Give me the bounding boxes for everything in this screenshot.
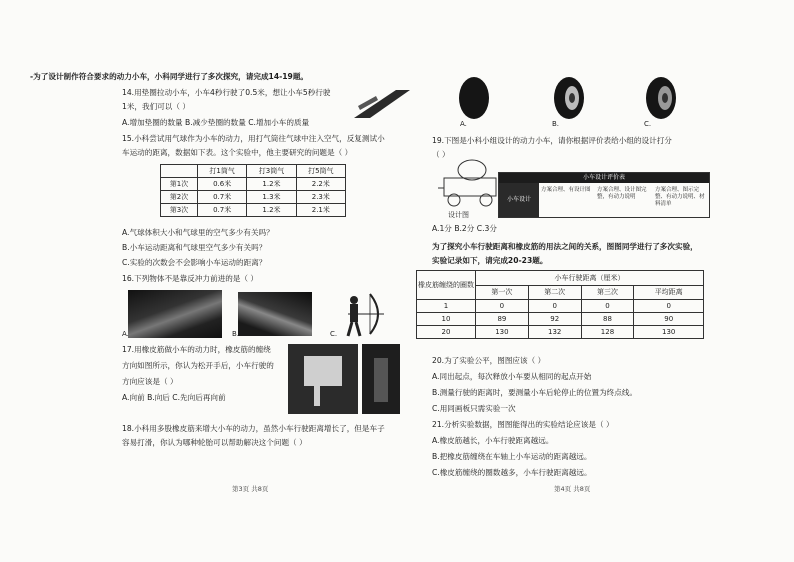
balloon-data-table: [160, 164, 346, 217]
tire-a-icon: [458, 76, 490, 120]
table-cell: 88: [581, 313, 634, 326]
q16-label-c: C.: [330, 330, 338, 338]
table-cell: 1: [417, 300, 476, 313]
table-cell: 2.2米: [296, 178, 345, 191]
page-footer-left: 第3页 共8页: [232, 485, 269, 493]
table-cell: 20: [417, 326, 476, 339]
right-page: [414, 0, 794, 562]
table-row: [417, 313, 704, 326]
q14-line1: 14.用垫圈拉动小车，小车4秒行驶了0.5米，想让小车5秒行驶: [122, 88, 331, 97]
table-row: [417, 326, 704, 339]
table-cell: 128: [581, 326, 634, 339]
table-cell: 0: [476, 300, 529, 313]
table-cell: 0.7米: [198, 191, 247, 204]
table-header-cell: 第三次: [581, 285, 634, 300]
q20-line1: 20.为了实验公平，图图应该（ ）: [432, 356, 546, 365]
table-cell: 1.2米: [247, 204, 296, 217]
tire-b-icon: [552, 76, 586, 120]
table-header-cell: 打5筒气: [296, 165, 345, 178]
q20-option-b: B.测量行驶的距离时，要测量小车后轮停止的位置为终点线。: [432, 388, 638, 397]
section-intro: -为了设计制作符合要求的动力小车，小科同学进行了多次探究，请完成14-19题。: [30, 72, 309, 81]
table-cell: 0.7米: [198, 204, 247, 217]
q19-line2: （ ）: [432, 150, 450, 159]
q14-line2: 1米，我们可以（ ）: [122, 102, 190, 111]
rocket-launch-photo: [128, 290, 222, 338]
section-line2: 实验记录如下，请完成20-23题。: [432, 256, 548, 265]
page-footer-right: 第4页 共8页: [554, 485, 591, 493]
q17-line2: 方向如图所示，你认为松开手后，小车行驶的: [122, 361, 274, 370]
tire-label-b: B.: [552, 120, 560, 128]
q15-line2: 车运动的距离，数据如下表。这个实验中，他主要研究的问题是（ ）: [122, 148, 353, 157]
table-header-cell: [161, 165, 198, 178]
table-row: [161, 204, 346, 217]
table-cell: 89: [476, 313, 529, 326]
evaluation-table: [498, 172, 710, 218]
table-row: [161, 178, 346, 191]
q21-option-c: C.橡皮筋缠绕的圈数越多，小车行驶距离越远。: [432, 468, 592, 477]
evaluation-cell: 方案合理、设计图完整，有动力说明: [597, 187, 647, 200]
table-cell: 1.3米: [247, 191, 296, 204]
q20-option-a: A.同出起点，每次释放小车要从相同的起点开始: [432, 372, 592, 381]
q21-line1: 21.分析实验数据，图图能得出的实验结论应该是（ ）: [432, 420, 614, 429]
table-cell: 0: [634, 300, 704, 313]
table-cell: 第1次: [161, 178, 198, 191]
q17-options: A.向前 B.向后 C.先向后再向前: [122, 393, 226, 402]
q15-line1: 15.小科尝试用气球作为小车的动力，用打气筒往气球中注入空气，反复测试小: [122, 134, 385, 143]
table-header-cell: 打3筒气: [247, 165, 296, 178]
table-cell: 2.3米: [296, 191, 345, 204]
table-header-cell: 打1筒气: [198, 165, 247, 178]
q18-line1: 18.小科用多股橡皮筋来增大小车的动力，虽然小车行驶距离增长了，但是车子: [122, 424, 385, 433]
evaluation-cell: 方案合理、有设计图: [541, 187, 591, 193]
q17-line1: 17.用橡皮筋做小车的动力时，橡皮筋的缠绕: [122, 345, 271, 354]
tire-c-icon: [644, 76, 678, 120]
jet-photo: [238, 292, 312, 336]
rubber-band-data-table: [416, 270, 704, 339]
table-cell: 0.6米: [198, 178, 247, 191]
q21-option-a: A.橡皮筋越长，小车行驶距离越远。: [432, 436, 554, 445]
archer-illustration: [338, 290, 388, 338]
table-cell: 92: [528, 313, 581, 326]
table-row: [417, 300, 704, 313]
evaluation-row-label: 小车设计: [499, 183, 539, 217]
q15-option-b: B.小车运动距离和气球里空气多少有关吗？: [122, 243, 267, 252]
q15-option-a: A.气球体积大小和气球里的空气多少有关吗？: [122, 228, 274, 237]
rubber-band-car-photo-1: [288, 344, 358, 414]
table-header-cell: 平均距离: [634, 285, 704, 300]
table-cell: 132: [528, 326, 581, 339]
q19-line1: 19.下图是小科小组设计的动力小车，请你根据评价表给小组的设计打分: [432, 136, 672, 145]
evaluation-table-title: 小车设计评价表: [499, 173, 709, 183]
table-cell: 0: [581, 300, 634, 313]
q15-option-c: C.实验的次数会不会影响小车运动的距离？: [122, 258, 267, 267]
q16-label-a: A.: [122, 330, 129, 338]
table-cell: 1.2米: [247, 178, 296, 191]
ramp-illustration: [352, 84, 412, 122]
table-cell: 第3次: [161, 204, 198, 217]
tire-label-a: A.: [460, 120, 467, 128]
evaluation-cell: 方案合理、图示完整、有动力说明、材料清单: [655, 187, 705, 207]
table-cell: 0: [528, 300, 581, 313]
table-header-cell: 第二次: [528, 285, 581, 300]
table-cell: 130: [476, 326, 529, 339]
table-header-cell: 小车行驶距离（厘米）: [476, 271, 704, 286]
rubber-band-car-photo-2: [362, 344, 400, 414]
table-cell: 90: [634, 313, 704, 326]
tire-label-c: C.: [644, 120, 652, 128]
table-header-cell: 第一次: [476, 285, 529, 300]
q16-line1: 16.下列物体不是靠反冲力前进的是（ ）: [122, 274, 258, 283]
car-design-drawing: [434, 158, 504, 210]
design-caption: 设计图: [448, 211, 469, 219]
q21-option-b: B.把橡皮筋缠绕在车轴上小车运动的距离越远。: [432, 452, 592, 461]
table-cell: 第2次: [161, 191, 198, 204]
table-cell: 2.1米: [296, 204, 345, 217]
section-line1: 为了探究小车行驶距离和橡皮筋的用法之间的关系，图图同学进行了多次实验，: [432, 242, 698, 251]
table-cell: 130: [634, 326, 704, 339]
table-cell: 10: [417, 313, 476, 326]
q18-line2: 容易打滑，你认为哪种轮胎可以帮助解决这个问题（ ）: [122, 438, 307, 447]
q14-options: A.增加垫圈的数量 B.减少垫圈的数量 C.增加小车的质量: [122, 118, 310, 127]
table-row: [161, 191, 346, 204]
table-header-cell: 橡皮筋缠绕的圈数: [417, 271, 476, 300]
q20-option-c: C.用同画板只需实验一次: [432, 404, 516, 413]
q19-options: A.1分 B.2分 C.3分: [432, 224, 497, 233]
q16-label-b: B.: [232, 330, 240, 338]
q17-line3: 方向应该是（ ）: [122, 377, 178, 386]
